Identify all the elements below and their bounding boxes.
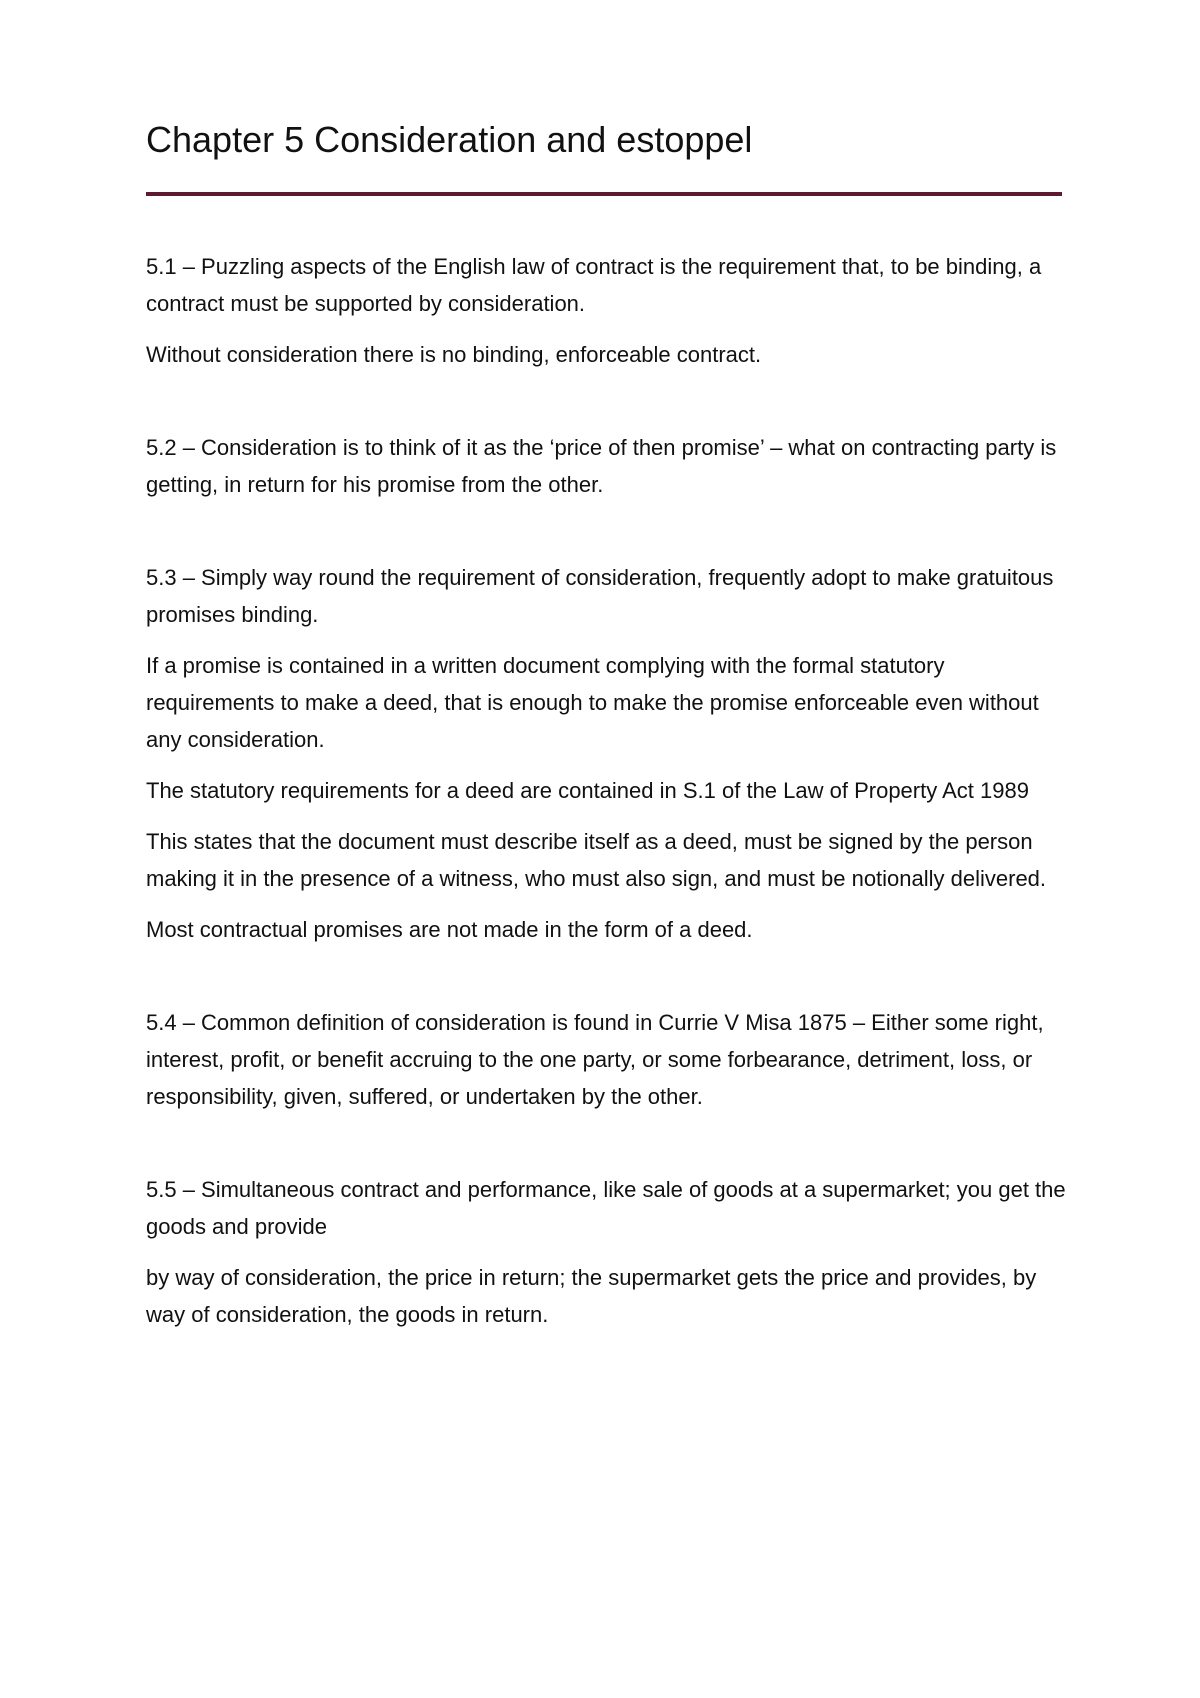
paragraph-5-1: 5.1 – Puzzling aspects of the English law of contract is the requirement that, to be binding, a contract must be supported by consideration. xyxy=(146,254,1042,316)
paragraph-5-3-statutory: The statutory requirements for a deed are contained in S.1 of the Law of Property Act 1989 xyxy=(146,778,1029,803)
paragraph-5-3-most: Most contractual promises are not made in the form of a deed. xyxy=(146,917,753,942)
paragraph-5-4: 5.4 – Common definition of consideration is found in Currie V Misa 1875 – Either some right, interest, profit, or benefit accruing to the one party, or some forbearance, detriment, loss, or responsibility, given, suffered, or undertaken by the other. xyxy=(146,1010,1044,1109)
paragraph-5-1-continued: Without consideration there is no binding, enforceable contract. xyxy=(146,342,762,367)
paragraph-5-5: 5.5 – Simultaneous contract and performance, like sale of goods at a supermarket; you get the goods and provide xyxy=(146,1177,1066,1239)
paragraph-5-5-continued: by way of consideration, the price in return; the supermarket gets the price and provides, by way of consideration, the goods in return. xyxy=(146,1265,1037,1327)
paragraph-5-3-requirements: This states that the document must describe itself as a deed, must be signed by the person making it in the presence of a witness, who must also sign, and must be notionally delivered. xyxy=(146,829,1047,891)
paragraph-5-3: 5.3 – Simply way round the requirement of consideration, frequently adopt to make gratuitous promises binding. xyxy=(146,565,1054,627)
page-title: Chapter 5 Consideration and estoppel xyxy=(146,119,753,160)
document-body xyxy=(146,248,1066,1347)
title-divider xyxy=(146,192,1062,196)
paragraph-5-3-deed: If a promise is contained in a written document complying with the formal statutory requirements to make a deed, that is enough to make the promise enforceable even without any consideration. xyxy=(146,653,1039,752)
paragraph-5-2: 5.2 – Consideration is to think of it as the ‘price of then promise’ – what on contracting party is getting, in return for his promise from the other. xyxy=(146,435,1057,497)
